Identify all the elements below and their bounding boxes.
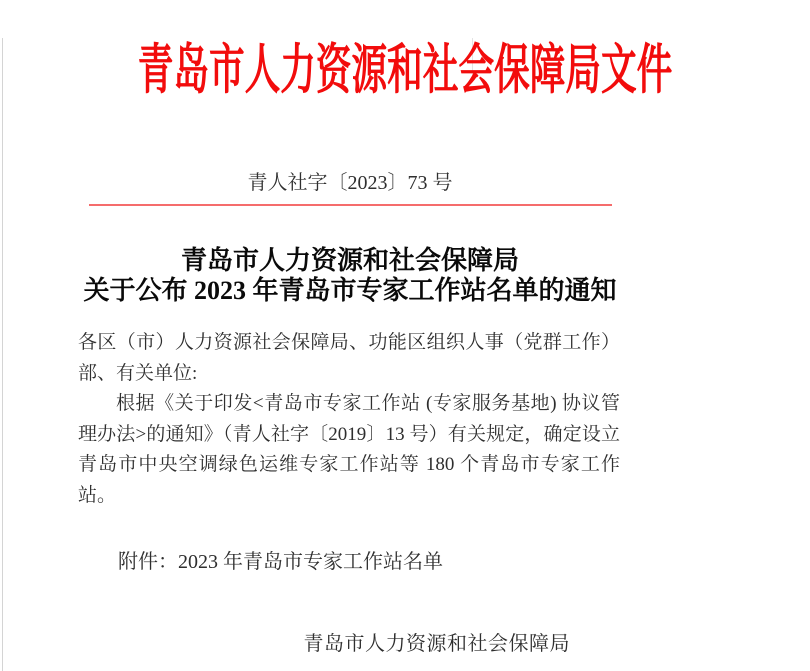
document-body [78,328,620,511]
document-title-line2: 关于公布 2023 年青岛市专家工作站名单的通知 [83,276,617,305]
document-title-line1: 青岛市人力资源和社会保障局 [180,246,519,275]
attachment-line: 附件：2023 年青岛市专家工作站名单 [118,551,443,573]
document-title [0,246,700,306]
salutation-paragraph: 各区（市）人力资源社会保障局、功能区组织人事（党群工作）部、有关单位: [78,332,620,384]
scan-edge-line [2,38,3,671]
main-paragraph: 根据《关于印发<青岛市专家工作站 (专家服务基地) 协议管理办法>的通知》（青人社字〔2019〕13 号）有关规定，确定设立青岛市中央空调绿色运维专家工作站等 180 个青岛市专家工作站。 [78,393,620,506]
official-document-page [0,38,700,671]
document-number: 青人社字〔2023〕73 号 [247,172,453,194]
letterhead-text: 青岛市人力资源和社会保障局文件 [137,40,673,100]
issuing-authority-signature: 青岛市人力资源和社会保障局 [303,633,570,655]
red-letterhead [0,38,700,103]
red-divider-line [89,204,612,206]
